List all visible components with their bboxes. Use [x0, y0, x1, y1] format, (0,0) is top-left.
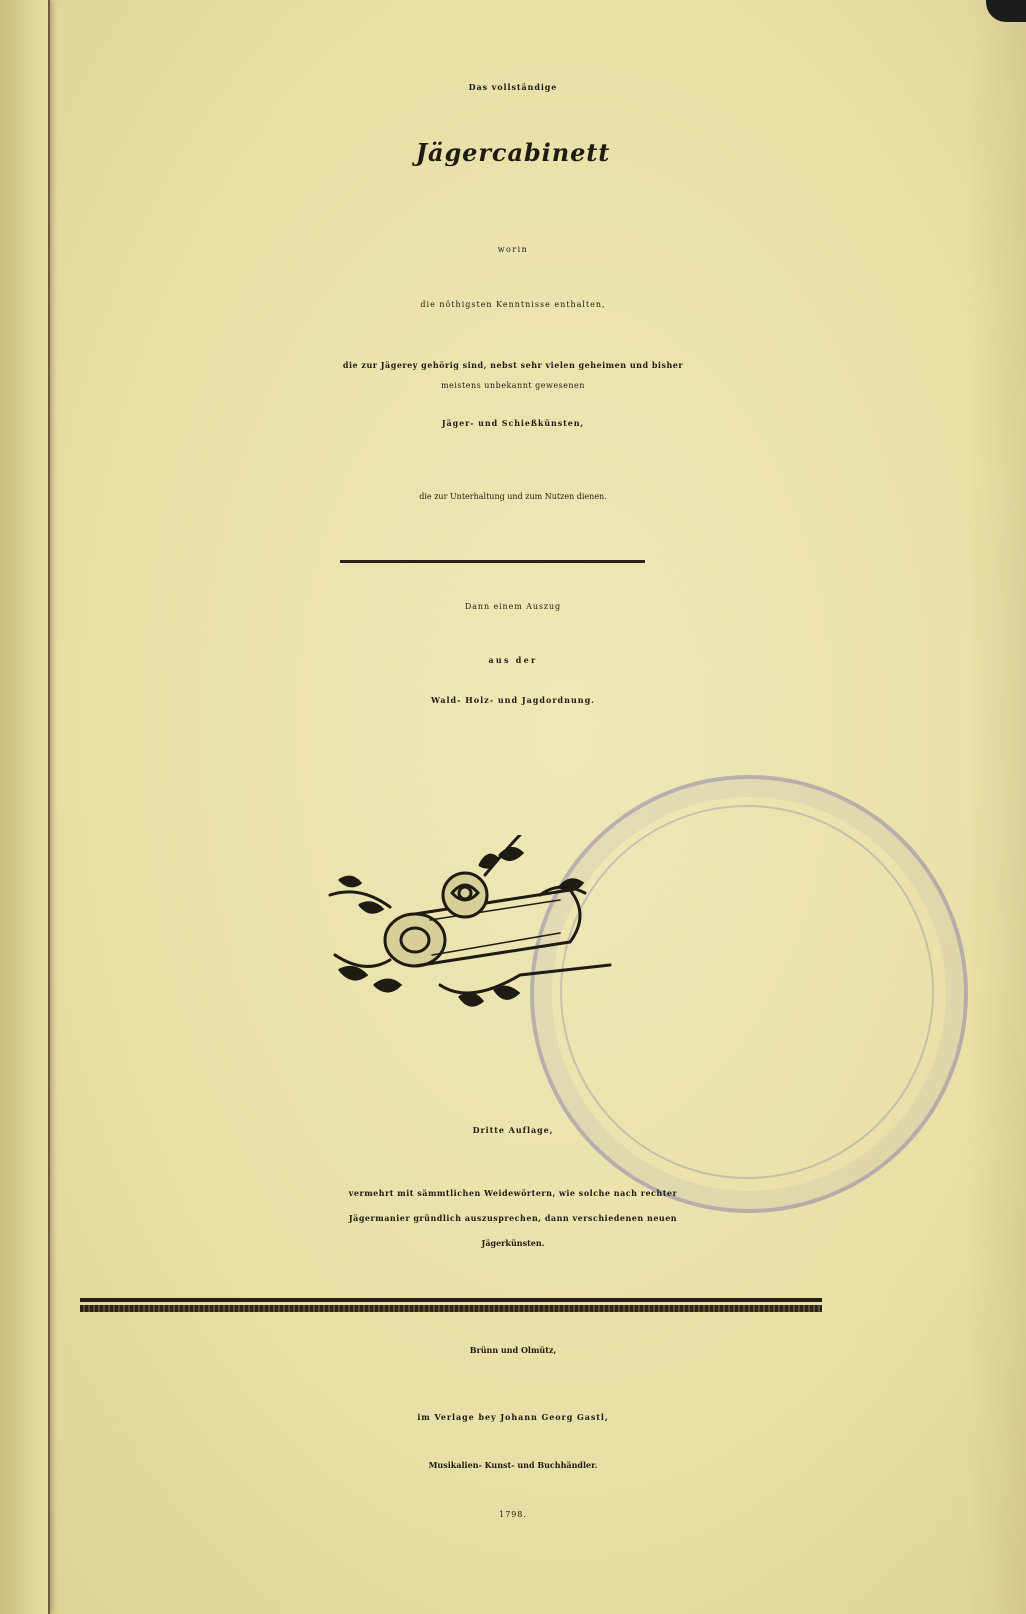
imprint-year: 1798.: [499, 1510, 527, 1519]
title-line-worin: worin: [497, 245, 529, 254]
subtitle-line-2: die zur Unterhaltung und zum Nutzen dienen.: [419, 492, 607, 501]
double-rule-top: [80, 1298, 822, 1302]
edition-heading: Dritte Auflage,: [472, 1125, 554, 1135]
imprint-trade: Musikalien- Kunst- und Buchhändler.: [428, 1460, 598, 1470]
main-title: Jägercabinett: [415, 138, 611, 167]
appendix-line-2: aus der: [488, 655, 538, 665]
edition-note-1: vermehrt mit sämmtlichen Weidewörtern, wie solche nach rechter: [348, 1188, 678, 1198]
subtitle-small-2: meistens unbekannt gewesenen: [441, 381, 585, 390]
divider-rule: [340, 560, 645, 563]
page-fold-left: [0, 0, 50, 1614]
vignette-ornament-icon: [320, 835, 620, 1015]
subtitle-small-1: die zur Jägerey gehörig sind, nebst sehr vielen geheimen und bisher: [342, 360, 684, 370]
subtitle-line-1: die nöthigsten Kenntnisse enthalten,: [420, 300, 606, 309]
subtitle-large: Jäger- und Schießkünsten,: [441, 418, 585, 428]
edition-note-2: Jägermanier gründlich auszusprechen, dann verschiedenen neuen: [348, 1213, 678, 1223]
double-rule-bottom: [80, 1305, 822, 1312]
page-edge-right: [966, 0, 1026, 1614]
imprint-place: Brünn und Olmütz,: [469, 1345, 557, 1355]
edition-note-3: Jägerkünsten.: [481, 1238, 545, 1248]
title-line-1: Das vollständige: [468, 82, 558, 92]
appendix-line-1: Dann einem Auszug: [464, 602, 562, 611]
imprint-publisher: im Verlage bey Johann Georg Gastl,: [417, 1412, 609, 1422]
appendix-title: Wald- Holz- und Jagdordnung.: [431, 695, 595, 705]
